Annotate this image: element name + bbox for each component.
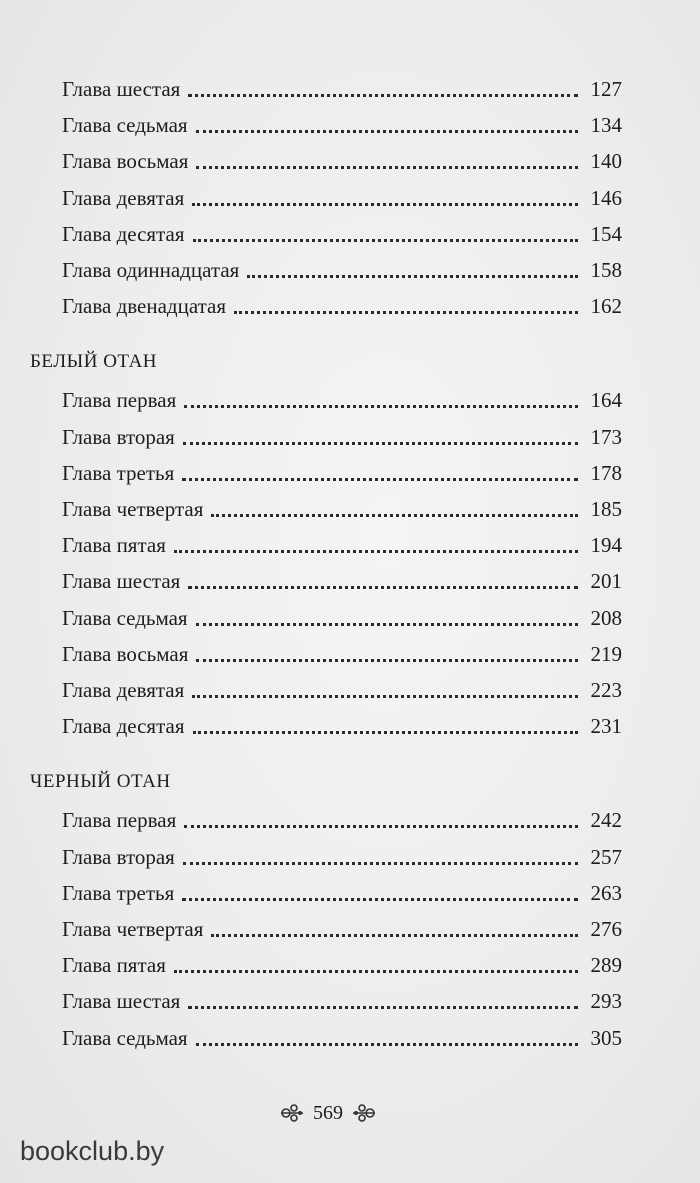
dot-leader	[193, 731, 579, 734]
page-ref: 154	[590, 221, 622, 246]
toc-entry	[62, 984, 622, 1014]
page-ref: 146	[590, 185, 622, 210]
toc-entry	[62, 217, 622, 247]
chapter-title: Глава двенадцатая	[62, 294, 227, 319]
chapter-title: Глава седьмая	[62, 113, 188, 138]
dot-leader	[188, 94, 578, 97]
dot-leader	[188, 1006, 578, 1009]
chapter-title: Глава третья	[62, 880, 175, 905]
page-ref: 178	[590, 460, 622, 485]
dot-leader	[196, 1043, 578, 1046]
toc-entry	[62, 709, 622, 739]
toc-entry	[62, 492, 622, 522]
page-ref: 162	[590, 294, 622, 319]
section-heading: ЧЕРНЫЙ ОТАН	[30, 771, 171, 793]
page-ref: 158	[590, 258, 622, 282]
dot-leader	[193, 239, 579, 242]
page-number: 569	[313, 1101, 343, 1124]
toc-entry	[62, 72, 622, 102]
dot-leader	[184, 405, 578, 408]
toc-entry	[62, 876, 622, 906]
toc-entry	[62, 673, 622, 703]
dot-leader	[174, 550, 578, 553]
page-ref: 219	[590, 641, 622, 666]
toc-entry	[62, 637, 622, 667]
section-heading: БЕЛЫЙ ОТАН	[30, 351, 158, 373]
toc-entry	[62, 253, 622, 283]
page-ref: 127	[590, 77, 622, 101]
chapter-title: Глава первая	[62, 808, 177, 833]
dot-leader	[183, 442, 578, 445]
toc-entry	[62, 420, 622, 450]
dot-leader	[196, 166, 578, 169]
toc-entry	[62, 383, 622, 413]
page-ref: 223	[590, 678, 622, 702]
chapter-title: Глава седьмая	[62, 605, 188, 630]
page-ref: 242	[590, 808, 622, 833]
chapter-title: Глава девятая	[62, 185, 185, 210]
chapter-title: Глава одиннадцатая	[62, 258, 240, 282]
page-folio	[268, 1098, 388, 1128]
toc-entry	[62, 1021, 622, 1051]
dot-leader	[192, 203, 578, 206]
toc-entry	[62, 840, 622, 870]
dot-leader	[196, 623, 578, 626]
dot-leader	[174, 970, 578, 973]
chapter-title: Глава четвертая	[62, 497, 204, 521]
chapter-title: Глава третья	[62, 460, 175, 485]
page-ref: 231	[590, 714, 622, 739]
toc-entry	[62, 564, 622, 594]
dot-leader	[247, 275, 578, 278]
page-ref: 257	[590, 844, 622, 869]
chapter-title: Глава шестая	[62, 77, 181, 101]
page-ref: 140	[590, 149, 622, 174]
chapter-title: Глава шестая	[62, 989, 181, 1014]
dot-leader	[182, 478, 578, 481]
toc-entry	[62, 912, 622, 942]
page-ref: 208	[590, 605, 622, 630]
toc-entry	[62, 948, 622, 978]
page-ref: 185	[590, 497, 622, 521]
page-ref: 263	[590, 880, 622, 905]
page-ref: 305	[590, 1025, 622, 1050]
toc-entry	[62, 803, 622, 833]
chapter-title: Глава восьмая	[62, 641, 189, 666]
toc-entry	[62, 601, 622, 631]
chapter-title: Глава девятая	[62, 678, 185, 702]
dot-leader	[234, 311, 578, 314]
toc-entry	[62, 181, 622, 211]
dot-leader	[184, 825, 578, 828]
page-ref: 293	[590, 989, 622, 1014]
page-ref: 289	[590, 953, 622, 978]
page-ref: 134	[590, 113, 622, 138]
dot-leader	[192, 695, 578, 698]
chapter-title: Глава седьмая	[62, 1025, 188, 1050]
dot-leader	[211, 934, 578, 937]
chapter-title: Глава первая	[62, 388, 177, 413]
page-ref: 276	[590, 917, 622, 941]
dot-leader	[211, 514, 578, 517]
dot-leader	[196, 130, 578, 133]
chapter-title: Глава десятая	[62, 221, 185, 246]
chapter-title: Глава вторая	[62, 844, 175, 869]
toc-entry	[62, 144, 622, 174]
page-ref: 194	[590, 533, 622, 558]
chapter-title: Глава пятая	[62, 533, 166, 558]
chapter-title: Глава пятая	[62, 953, 166, 978]
toc-entry	[62, 528, 622, 558]
toc-entry	[62, 456, 622, 486]
chapter-title: Глава десятая	[62, 714, 185, 739]
dot-leader	[188, 586, 578, 589]
chapter-title: Глава вторая	[62, 424, 175, 449]
page-ref: 201	[590, 569, 622, 594]
chapter-title: Глава шестая	[62, 569, 181, 594]
dot-leader	[183, 862, 578, 865]
page-ref: 173	[590, 424, 622, 449]
chapter-title: Глава восьмая	[62, 149, 189, 174]
page-ref: 164	[590, 388, 622, 413]
toc-entry	[62, 289, 622, 319]
ornament-left-icon	[279, 1102, 305, 1124]
ornament-right-icon	[351, 1102, 377, 1124]
dot-leader	[182, 898, 578, 901]
dot-leader	[196, 659, 578, 662]
toc-entry	[62, 108, 622, 138]
watermark: bookclub.by	[20, 1136, 165, 1166]
chapter-title: Глава четвертая	[62, 917, 204, 941]
